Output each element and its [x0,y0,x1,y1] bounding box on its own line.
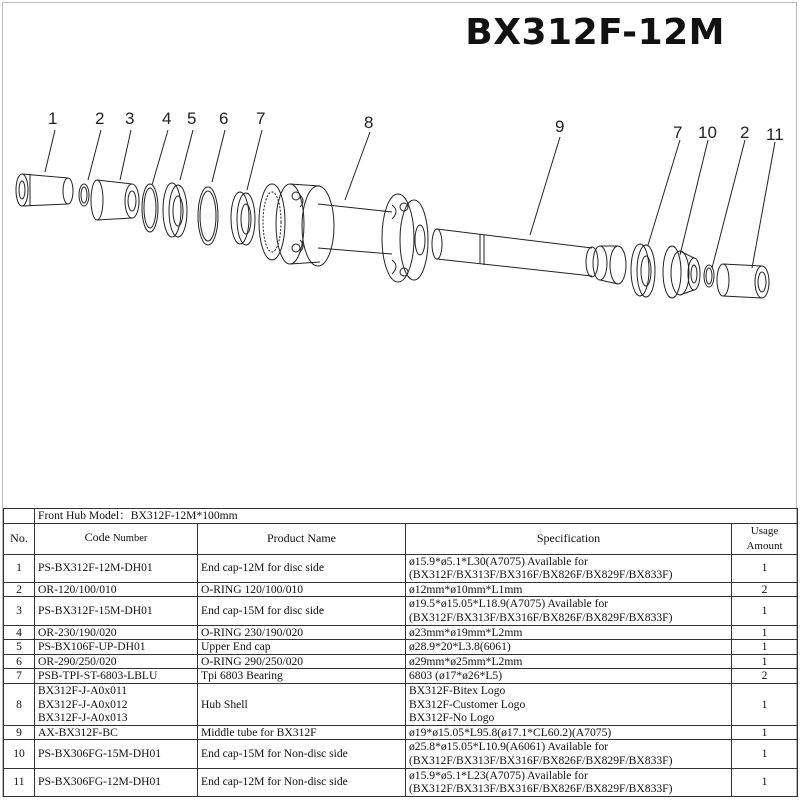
cell-product: End cap-12M for Non-disc side [198,768,406,796]
cell-no: 4 [4,625,35,640]
cell-usage: 1 [732,640,798,655]
cell-spec: ø19.5*ø15.05*L18.9(A7075) Available for (BX312F/BX313F/BX316F/BX826F/BX829F/BX833F) [406,597,732,625]
callout-label: 9 [555,117,565,136]
callout-label: 6 [219,109,229,128]
cell-spec: ø19*ø15.05*L95.8(ø17.1*CL60.2)(A7075) [406,725,732,740]
cell-usage: 1 [732,654,798,669]
cell-spec: ø23mm*ø19mm*L2mm [406,625,732,640]
cell-product: Middle tube for BX312F [198,725,406,740]
table-row [4,582,798,597]
part-11-end-cap [717,264,769,298]
cell-code: PS-BX312F-12M-DH01 [35,554,198,582]
cell-spec: ø29mm*ø25mm*L2mm [406,654,732,669]
cell-code: PSB-TPI-ST-6803-LBLU [35,669,198,684]
part-8-hub-shell [259,184,428,282]
header-no: No. [4,523,35,554]
callout-label: 1 [48,109,58,128]
cell-no: 1 [4,554,35,582]
table-row [4,669,798,684]
table-row [4,725,798,740]
leader-lines [45,130,775,268]
part-1-end-cap [16,174,73,206]
callout-label: 4 [162,109,172,128]
cell-code: PS-BX312F-15M-DH01 [35,597,198,625]
cell-spec: ø25.8*ø15.05*L10.9(A6061) Available for (BX312F/BX313F/BX316F/BX826F/BX829F/BX833F) [406,740,732,768]
part-2-o-ring-right [704,265,714,287]
cell-code: OR-230/190/020 [35,625,198,640]
part-2-o-ring [79,184,89,206]
header-usage: Usage Amount [732,523,798,554]
callout-label: 8 [364,113,374,132]
callout-label: 7 [256,109,266,128]
header-code [35,523,198,554]
callout-label: 2 [740,123,750,142]
cell-no: 7 [4,669,35,684]
part-7-bearing-right [631,244,655,297]
part-6-o-ring [198,187,218,245]
callout-label: 10 [698,123,717,142]
cell-usage: 1 [732,597,798,625]
cell-usage: 1 [732,683,798,725]
cell-product: Hub Shell [198,683,406,725]
cell-code: PS-BX106F-UP-DH01 [35,640,198,655]
cell-usage: 1 [732,768,798,796]
cell-usage: 2 [732,582,798,597]
cell-product: Tpi 6803 Bearing [198,669,406,684]
drawing-title: BX312F-12M [465,12,725,53]
cell-code: PS-BX306FG-15M-DH01 [35,740,198,768]
cell-spec: ø15.9*ø5.1*L23(A7075) Available for (BX312F/BX313F/BX316F/BX826F/BX829F/BX833F) [406,768,732,796]
callout-label: 11 [766,125,784,144]
table-row [4,640,798,655]
cell-usage: 1 [732,625,798,640]
header-code-main: Code [84,530,110,545]
part-7-bearing-left [231,192,255,245]
callout-label: 5 [187,109,197,128]
header-spec: Specification [406,523,732,554]
cell-usage: 1 [732,740,798,768]
cell-spec: ø15.9*ø5.1*L30(A7075) Available for (BX312F/BX313F/BX316F/BX826F/BX829F/BX833F) [406,554,732,582]
table-row [4,768,798,796]
part-3-end-cap [91,180,139,220]
cell-spec: ø28.9*20*L3.8(6061) [406,640,732,655]
cell-product: End cap-15M for disc side [198,597,406,625]
cell-no: 9 [4,725,35,740]
parts-table [3,508,798,797]
cell-spec: ø12mm*ø10mm*L1mm [406,582,732,597]
cell-product: O-RING 120/100/010 [198,582,406,597]
cell-usage: 1 [732,725,798,740]
cell-no: 5 [4,640,35,655]
table-corner [4,509,35,524]
cell-code: PS-BX306FG-12M-DH01 [35,768,198,796]
table-row [4,683,798,725]
part-5-upper-end-cap [163,183,187,237]
callout-label: 3 [125,109,135,128]
part-4-o-ring [142,184,158,232]
cell-no: 11 [4,768,35,796]
cell-no: 3 [4,597,35,625]
header-code-sub: Number [112,533,148,545]
cell-product: End cap-15M for Non-disc side [198,740,406,768]
callout-label: 7 [673,123,683,142]
callout-label: 2 [95,109,105,128]
part-9-middle-tube [432,229,626,284]
header-product: Product Name [198,523,406,554]
cell-product: O-RING 230/190/020 [198,625,406,640]
cell-product: End cap-12M for disc side [198,554,406,582]
part-10-end-cap [663,246,700,298]
table-row [4,554,798,582]
callout-labels [48,109,784,144]
cell-no: 2 [4,582,35,597]
cell-code: OR-120/100/010 [35,582,198,597]
table-row [4,625,798,640]
cell-code: BX312F-J-A0x011 BX312F-J-A0x012 BX312F-J-A0x013 [35,683,198,725]
cell-spec: 6803 (ø17*ø26*L5) [406,669,732,684]
cell-spec: BX312F-Bitex Logo BX312F-Customer Logo BX312F-No Logo [406,683,732,725]
cell-code: AX-BX312F-BC [35,725,198,740]
cell-usage: 1 [732,554,798,582]
cell-product: Upper End cap [198,640,406,655]
parts-table-body [4,554,798,796]
cell-usage: 2 [732,669,798,684]
table-row [4,597,798,625]
hub-model-label: Front Hub Model：BX312F-12M*100mm [35,509,798,524]
table-row [4,654,798,669]
cell-no: 6 [4,654,35,669]
cell-code: OR-290/250/020 [35,654,198,669]
table-row [4,740,798,768]
cell-product: O-RING 290/250/020 [198,654,406,669]
cell-no: 10 [4,740,35,768]
cell-no: 8 [4,683,35,725]
